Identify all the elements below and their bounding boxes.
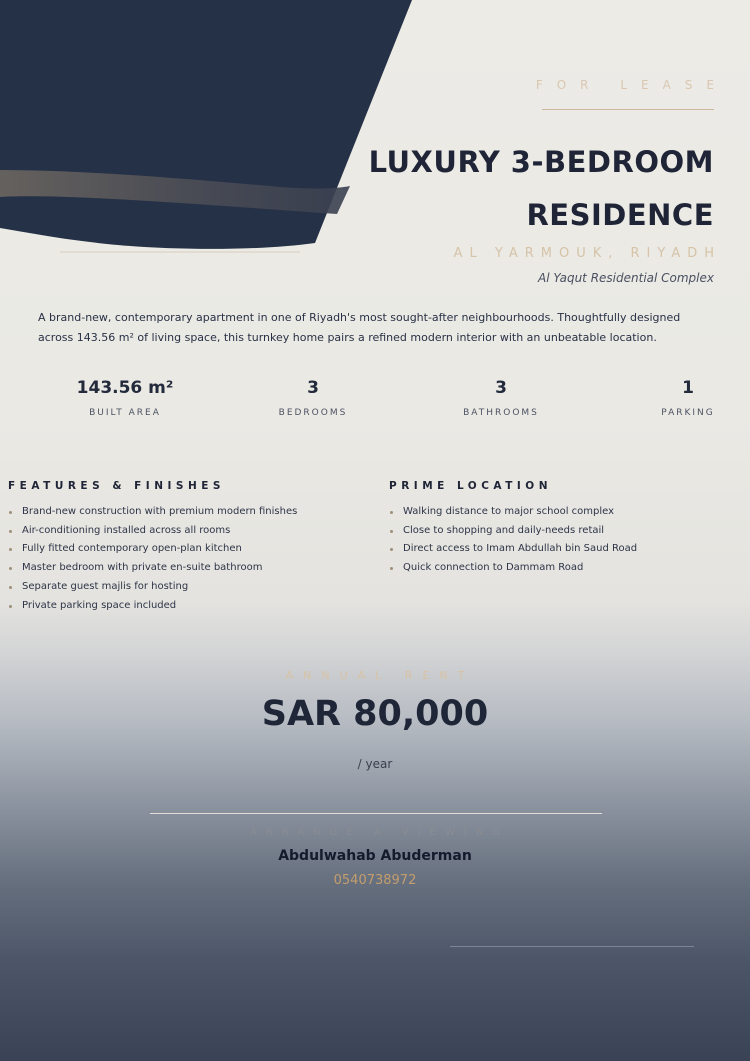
- bullet-icon: [390, 548, 393, 551]
- annual-rent-label: ANNUAL RENT: [285, 669, 475, 682]
- stat-built-area: [45, 376, 205, 418]
- location-heading: PRIME LOCATION: [389, 480, 553, 492]
- bullet-icon: [9, 548, 12, 551]
- bullet-icon: [9, 511, 12, 514]
- features-heading: FEATURES & FINISHES: [8, 480, 225, 492]
- stat-bedrooms: [233, 376, 393, 418]
- bullet-icon: [9, 530, 12, 533]
- listing-description: A brand-new, contemporary apartment in one of Riyadh's most sought-after neighbourhoods. Thoughtfully designed across 143.56 m² of living space, this turnkey home pairs a refined modern interior with an unbeatable location.: [38, 311, 681, 344]
- bullet-icon: [390, 530, 393, 533]
- list-item: Master bedroom with private en-suite bathroom: [9, 559, 297, 578]
- list-item: Separate guest majlis for hosting: [9, 578, 297, 597]
- list-item: Private parking space included: [9, 597, 297, 616]
- stat-bathrooms: [421, 376, 581, 418]
- list-item: Walking distance to major school complex: [390, 503, 637, 522]
- stat-value: 143.56 m²: [76, 378, 174, 398]
- divider: [542, 109, 714, 110]
- list-item: Brand-new construction with premium modern finishes: [9, 503, 297, 522]
- title-line-1: LUXURY 3-BEDROOM: [368, 145, 714, 179]
- stat-label: BEDROOMS: [278, 408, 348, 418]
- stat-label: BATHROOMS: [463, 408, 539, 418]
- features-list: [9, 503, 297, 615]
- title-line-2: RESIDENCE: [526, 198, 714, 232]
- bullet-icon: [9, 605, 12, 608]
- stat-value: 3: [307, 378, 319, 398]
- list-item: Close to shopping and daily-needs retail: [390, 522, 637, 541]
- listing-location: AL YARMOUK, RIYADH: [453, 246, 721, 261]
- list-item: Direct access to Imam Abdullah bin Saud Road: [390, 540, 637, 559]
- divider: [450, 946, 694, 947]
- divider: [150, 813, 602, 814]
- stat-label: PARKING: [661, 408, 715, 418]
- list-item: Quick connection to Dammam Road: [390, 559, 637, 578]
- list-item: Fully fitted contemporary open-plan kitchen: [9, 540, 297, 559]
- agent-name: Abdulwahab Abuderman: [278, 848, 472, 864]
- for-lease-tag: FOR LEASE: [535, 78, 728, 92]
- rent-period: / year: [357, 757, 393, 771]
- listing-title: [294, 136, 714, 242]
- bullet-icon: [390, 567, 393, 570]
- agent-phone[interactable]: 0540738972: [333, 873, 417, 888]
- stat-value: 1: [682, 378, 694, 398]
- bullet-icon: [9, 567, 12, 570]
- stats-row: [0, 376, 750, 426]
- rent-price: SAR 80,000: [261, 694, 489, 734]
- stat-parking: [608, 376, 750, 418]
- bullet-icon: [9, 586, 12, 589]
- location-list: [390, 503, 637, 578]
- stat-label: BUILT AREA: [89, 408, 161, 418]
- stat-value: 3: [495, 378, 507, 398]
- list-item: Air-conditioning installed across all rooms: [9, 522, 297, 541]
- bullet-icon: [390, 511, 393, 514]
- arrange-viewing-label: ARRANGE A VIEWING: [249, 827, 510, 838]
- complex-name: Al Yaqut Residential Complex: [538, 271, 714, 285]
